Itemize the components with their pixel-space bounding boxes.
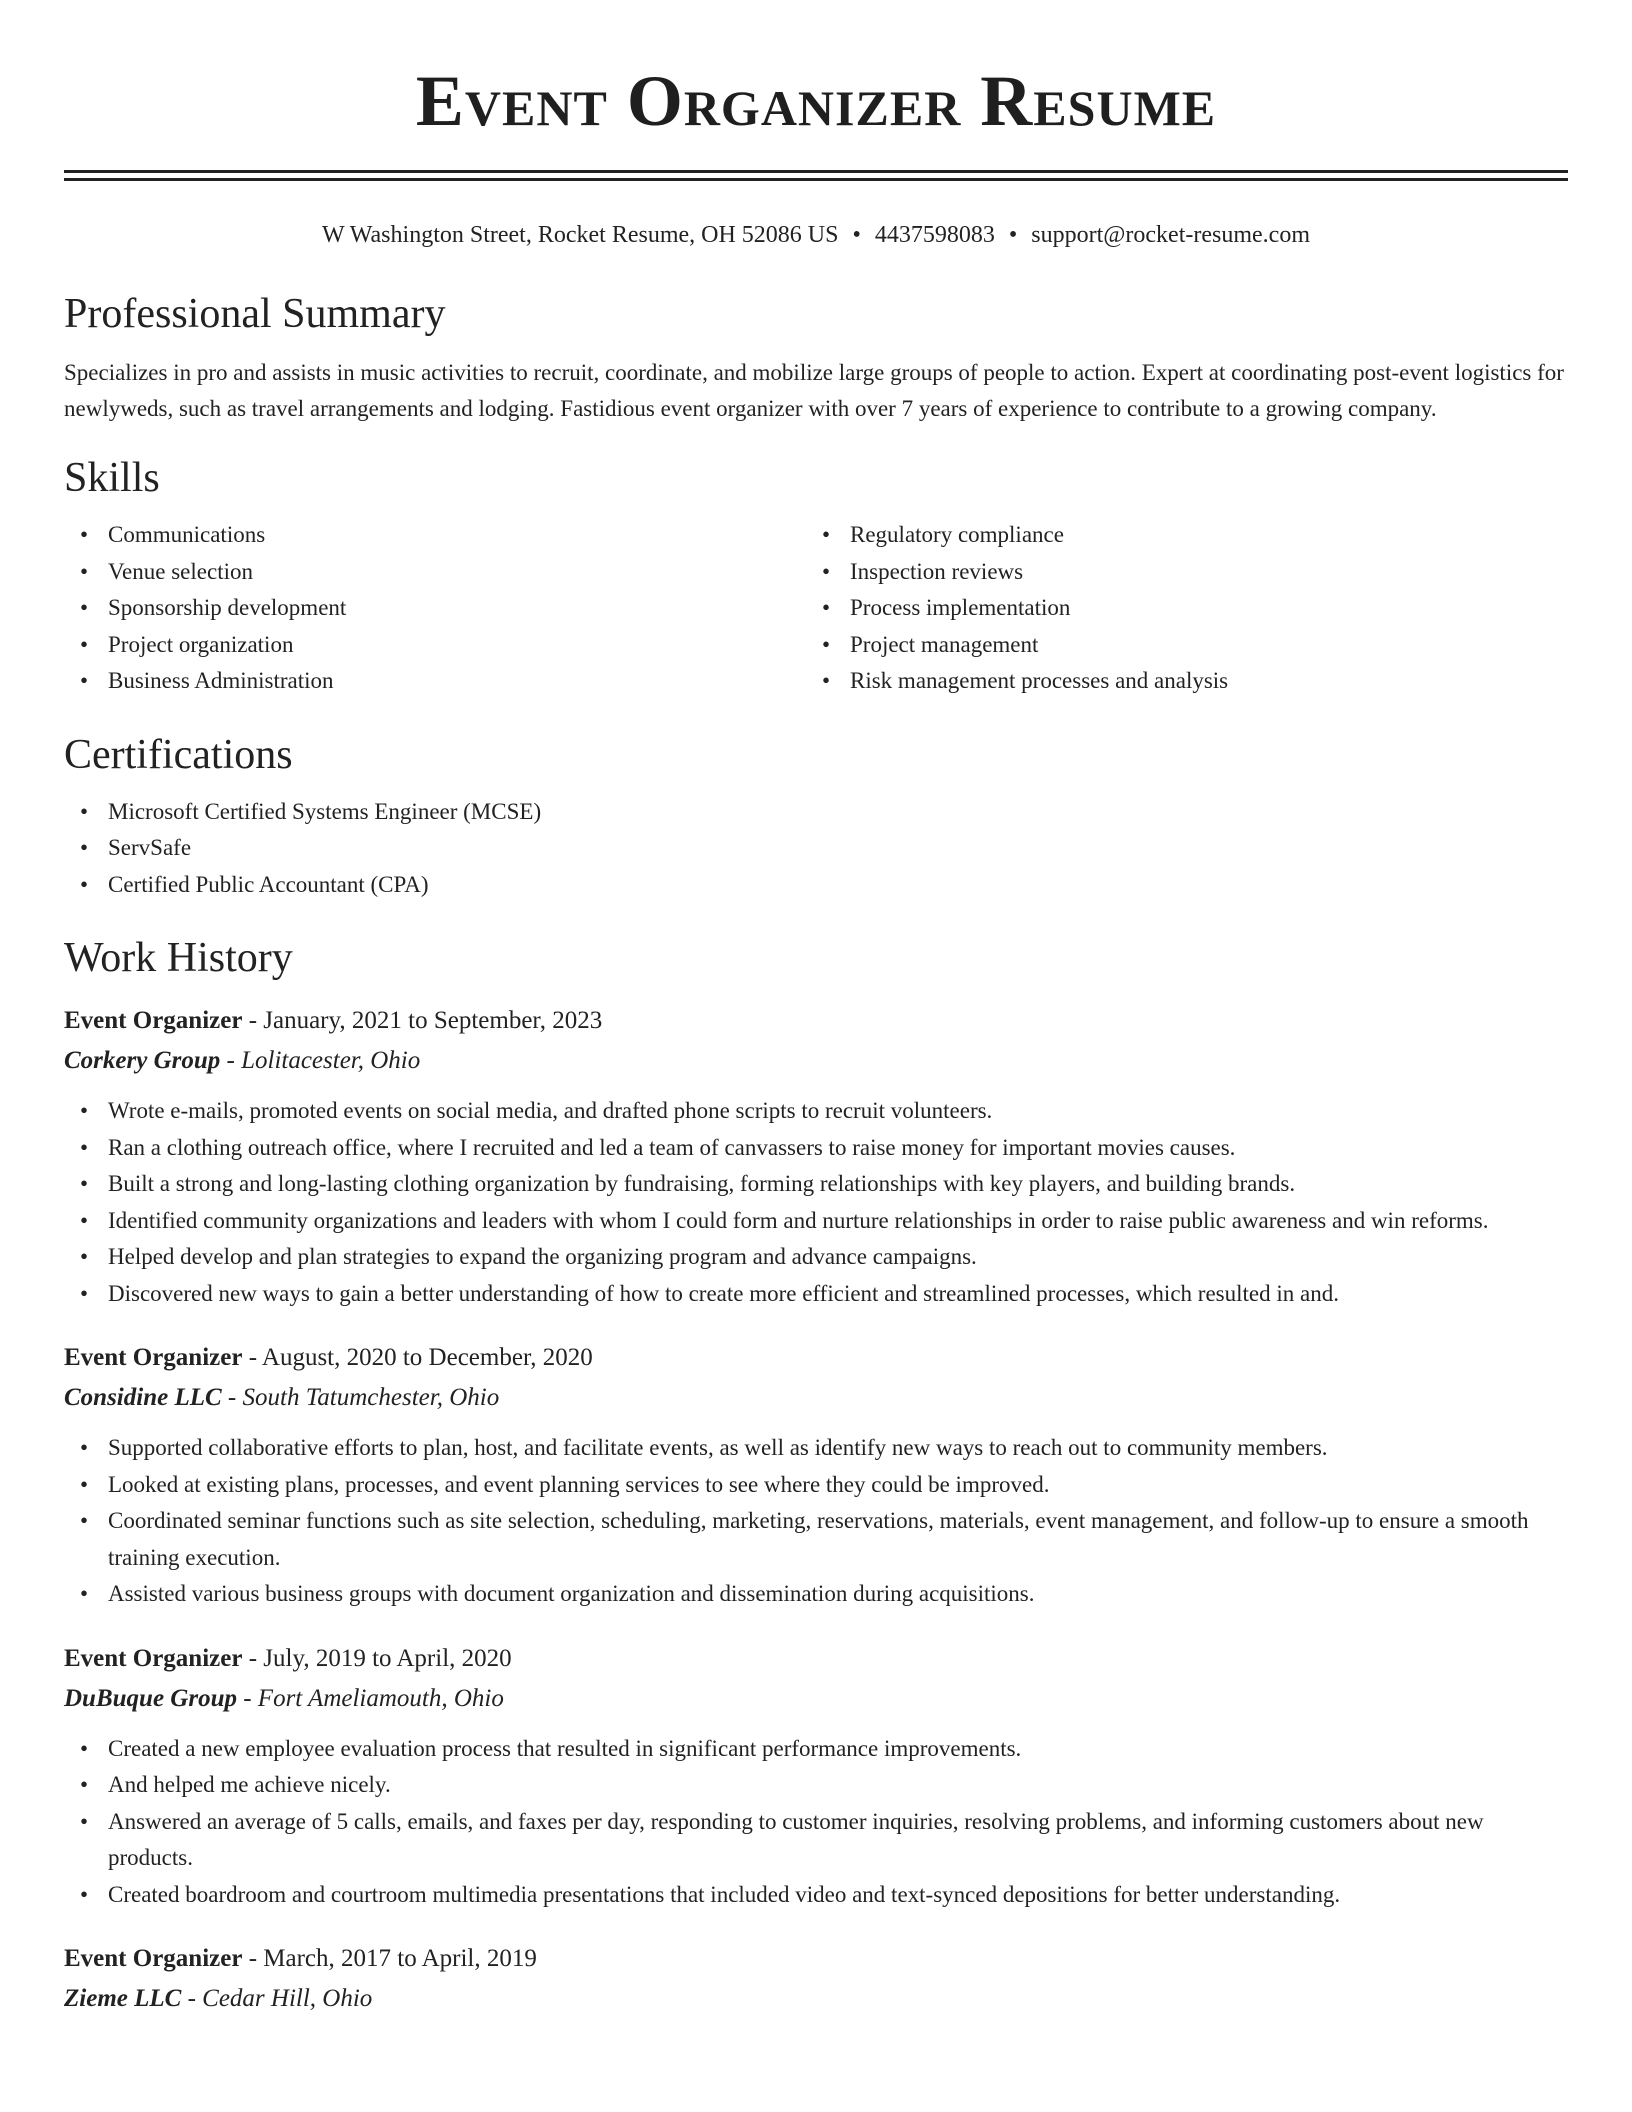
certification-item: • Certified Public Accountant (CPA) xyxy=(80,871,429,897)
job-bullet: • Assisted various business groups with document organization and dissemination during acquisitions. xyxy=(80,1581,1035,1606)
certifications-section xyxy=(64,728,1568,904)
job-dates: - August, 2020 to December, 2020 xyxy=(242,1344,593,1371)
job-location: - South Tatumchester, Ohio xyxy=(221,1384,500,1411)
job-entry xyxy=(64,1639,1568,1914)
job-dates: - March, 2017 to April, 2019 xyxy=(242,1945,537,1972)
skill-item: • Communications xyxy=(80,522,266,547)
contact-line xyxy=(64,219,1568,251)
skill-item: • Business Administration xyxy=(80,668,334,693)
job-bullet: • Discovered new ways to gain a better understanding of how to create more efficient and streamlined processes, which resulted in and. xyxy=(80,1280,1339,1306)
job-company: Corkery Group xyxy=(64,1047,221,1074)
work-history-heading: Work History xyxy=(64,935,293,981)
job-bullets xyxy=(64,1731,1568,1914)
contact-separator: • xyxy=(1008,222,1018,248)
job-company: DuBuque Group xyxy=(64,1684,237,1712)
job-company-line xyxy=(64,1041,1568,1081)
job-bullet: • Identified community organizations and leaders with whom I could form and nurture relationships in order to raise public awareness and win reforms. xyxy=(80,1207,1489,1233)
skill-item: • Risk management processes and analysis xyxy=(822,668,1229,693)
job-location: - Fort Ameliamouth, Ohio xyxy=(236,1684,504,1712)
skills-grid xyxy=(64,517,1568,700)
certifications-list xyxy=(64,794,1568,904)
skill-item: • Inspection reviews xyxy=(822,558,1024,584)
job-title-line xyxy=(64,1939,1568,1979)
summary-heading: Professional Summary xyxy=(64,291,446,337)
job-bullets xyxy=(64,1430,1568,1613)
certification-item: • Microsoft Certified Systems Engineer (MCSE) xyxy=(80,798,542,824)
skill-item: • Venue selection xyxy=(80,558,253,584)
job-bullet: • Helped develop and plan strategies to expand the organizing program and advance campaigns. xyxy=(80,1244,977,1269)
job-bullet: • Created a new employee evaluation process that resulted in significant performance improvements. xyxy=(80,1735,1022,1761)
job-title-line xyxy=(64,1338,1568,1378)
skills-list-left xyxy=(64,517,806,700)
job-company: Considine LLC xyxy=(64,1384,222,1411)
job-company-line xyxy=(64,1378,1568,1418)
skill-item: • Process implementation xyxy=(822,595,1071,620)
job-entry xyxy=(64,1338,1568,1613)
job-location: - Lolitacester, Ohio xyxy=(220,1047,421,1074)
job-role: Event Organizer xyxy=(64,1344,243,1371)
skills-heading: Skills xyxy=(64,455,160,501)
contact-address: W Washington Street, Rocket Resume, OH 52086 US xyxy=(322,222,839,248)
job-role: Event Organizer xyxy=(64,1007,243,1034)
job-bullet: • Supported collaborative efforts to plan, host, and facilitate events, as well as identify new ways to reach out to community members. xyxy=(80,1435,1328,1460)
skill-item: • Regulatory compliance xyxy=(822,522,1064,547)
job-bullet: • Answered an average of 5 calls, emails, and faxes per day, responding to customer inquiries, resolving problems, and informing customers about new products. xyxy=(80,1808,1484,1870)
job-company: Zieme LLC xyxy=(64,1985,182,2012)
job-title-line xyxy=(64,1639,1568,1679)
job-title-line xyxy=(64,1001,1568,1041)
certification-item: • ServSafe xyxy=(80,835,192,860)
job-bullet: • Ran a clothing outreach office, where I recruited and led a team of canvassers to raise money for important movies causes. xyxy=(80,1134,1236,1160)
skills-section xyxy=(64,451,1568,700)
job-bullets xyxy=(64,1093,1568,1312)
work-history-section xyxy=(64,931,1568,2019)
job-role: Event Organizer xyxy=(64,1945,243,1972)
job-company-line xyxy=(64,1679,1568,1719)
summary-text: Specializes in pro and assists in music activities to recruit, coordinate, and mobilize large groups of people to action. Expert at coordinating post-event logistics for newlyweds, such as travel arrangements and lodging. Fastidious event organizer with over 7 years of experience to contribute to a growing company. xyxy=(64,360,1564,421)
job-bullet: • Wrote e-mails, promoted events on social media, and drafted phone scripts to recruit volunteers. xyxy=(80,1098,993,1123)
job-entry xyxy=(64,1939,1568,2019)
job-dates: - July, 2019 to April, 2020 xyxy=(242,1644,512,1672)
job-dates: - January, 2021 to September, 2023 xyxy=(242,1007,603,1034)
skills-list-right xyxy=(806,517,1548,700)
job-role: Event Organizer xyxy=(64,1644,243,1672)
summary-section xyxy=(64,287,1568,427)
certifications-heading: Certifications xyxy=(64,731,293,778)
contact-email: support@rocket-resume.com xyxy=(1031,222,1310,248)
skill-item: • Project organization xyxy=(80,631,294,657)
job-location: - Cedar Hill, Ohio xyxy=(181,1985,373,2012)
contact-phone: 4437598083 xyxy=(874,222,995,248)
job-bullet: • Looked at existing plans, processes, and event planning services to see where they could be improved. xyxy=(80,1471,1050,1497)
skill-item: • Sponsorship development xyxy=(80,595,347,620)
job-company-line xyxy=(64,1979,1568,2019)
title-double-rule xyxy=(64,170,1568,181)
resume-page xyxy=(64,0,1568,2019)
job-bullet: • Created boardroom and courtroom multimedia presentations that included video and text-synced depositions for better understanding. xyxy=(80,1881,1341,1907)
resume-title: Event Organizer Resume xyxy=(415,61,1217,141)
job-bullet: • And helped me achieve nicely. xyxy=(80,1772,391,1797)
job-entry xyxy=(64,1001,1568,1312)
skill-item: • Project management xyxy=(822,631,1039,657)
job-bullet: • Coordinated seminar functions such as site selection, scheduling, marketing, reservations, materials, event management, and follow-up to ensure a smooth training execution. xyxy=(80,1508,1529,1570)
job-bullet: • Built a strong and long-lasting clothing organization by fundraising, forming relationships with key players, and building brands. xyxy=(80,1171,1296,1196)
contact-separator: • xyxy=(852,222,861,248)
